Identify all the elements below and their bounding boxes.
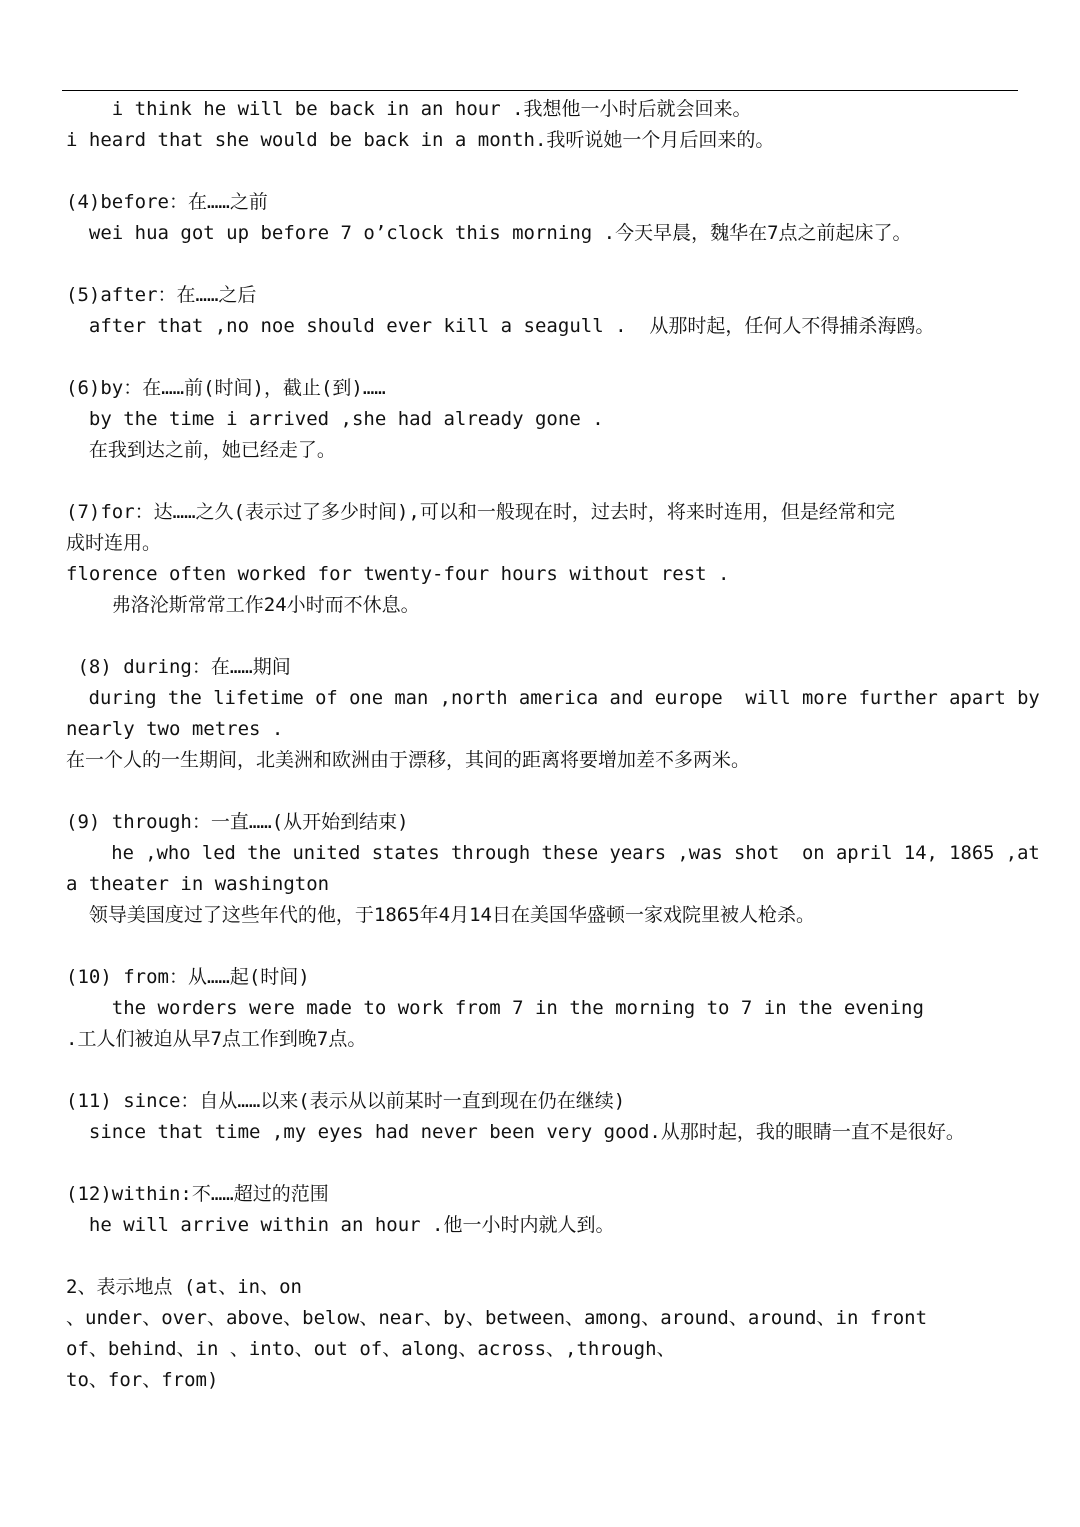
text-line: after that ,no noe should ever kill a seagull . 从那时起，任何人不得捕杀海鸥。 bbox=[66, 315, 935, 337]
text-line: wei hua got up before 7 o’clock this morning .今天早晨，魏华在7点之前起床了。 bbox=[66, 222, 912, 244]
section-heading: (4)before：在……之前 bbox=[66, 191, 268, 213]
text-line: .工人们被迫从早7点工作到晚7点。 bbox=[66, 1028, 367, 1050]
section-heading: (11) since：自从……以来(表示从以前某时一直到现在仍在继续) bbox=[66, 1090, 626, 1112]
section-heading: (9) through：一直……(从开始到结束) bbox=[66, 811, 409, 833]
text-line: i think he will be back in an hour .我想他一小时后就会回来。 bbox=[66, 98, 752, 120]
text-line: since that time ,my eyes had never been very good.从那时起，我的眼睛一直不是很好。 bbox=[66, 1121, 965, 1143]
text-line: during the lifetime of one man ,north america and europe will more further apart by bbox=[66, 687, 1040, 709]
section-heading: (8) during：在……期间 bbox=[66, 656, 291, 678]
text-line: 在我到达之前，她已经走了。 bbox=[66, 439, 336, 461]
header-rule bbox=[62, 90, 1018, 91]
text-line: to、for、from) bbox=[66, 1369, 219, 1391]
text-line: the worders were made to work from 7 in the morning to 7 in the evening bbox=[66, 997, 924, 1019]
text-line: i heard that she would be back in a month.我听说她一个月后回来的。 bbox=[66, 129, 775, 151]
text-line: 弗洛沦斯常常工作24小时而不休息。 bbox=[66, 594, 420, 616]
section-heading: (10) from：从……起(时间) bbox=[66, 966, 310, 988]
section-heading: (7)for：达……之久(表示过了多少时间),可以和一般现在时，过去时，将来时连用，但是经常和完 bbox=[66, 501, 895, 523]
section-heading: (12)within:不……超过的范围 bbox=[66, 1183, 329, 1205]
text-line: of、behind、in 、into、out of、along、across、,through、 bbox=[66, 1338, 676, 1360]
text-line: 领导美国度过了这些年代的他，于1865年4月14日在美国华盛顿一家戏院里被人枪杀。 bbox=[66, 904, 815, 926]
section-heading: (6)by：在……前(时间)，截止(到)…… bbox=[66, 377, 386, 399]
text-line: florence often worked for twenty-four hours without rest . bbox=[66, 563, 730, 585]
text-line: nearly two metres . bbox=[66, 718, 284, 740]
text-line: 、under、over、above、below、near、by、between、among、around、around、in front bbox=[66, 1307, 928, 1329]
text-line: he ,who led the united states through these years ,was shot on april 14, 1865 ,at bbox=[66, 842, 1040, 864]
text-line: by the time i arrived ,she had already gone . bbox=[66, 408, 604, 430]
text-line: 成时连用。 bbox=[66, 532, 162, 554]
text-line: a theater in washington bbox=[66, 873, 330, 895]
section-heading: (5)after：在……之后 bbox=[66, 284, 257, 306]
text-line: he will arrive within an hour .他一小时内就人到。 bbox=[66, 1214, 615, 1236]
section-heading: 2、表示地点 (at、in、on bbox=[66, 1276, 302, 1298]
text-line: 在一个人的一生期间，北美洲和欧洲由于漂移，其间的距离将要增加差不多两米。 bbox=[66, 749, 751, 771]
